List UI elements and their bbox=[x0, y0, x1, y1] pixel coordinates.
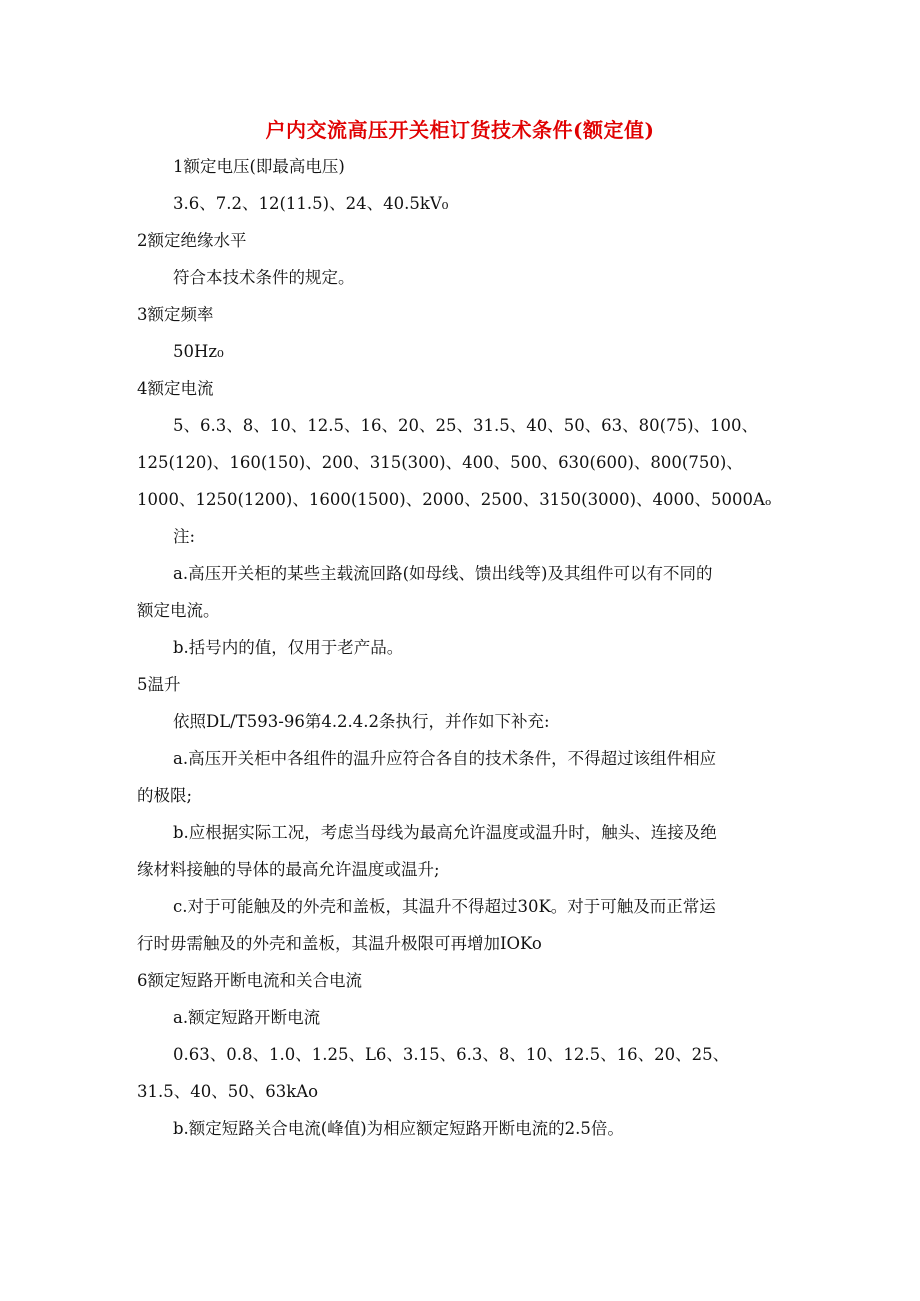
text-line: 的极限; bbox=[137, 786, 193, 805]
text-line: 0.63、0.8、1.0、1.25、L6、3.15、6.3、8、10、12.5、16、20、25、 bbox=[173, 1045, 730, 1064]
text-line: 注: bbox=[173, 527, 196, 546]
text-line: 行时毋需触及的外壳和盖板，其温升极限可再增加IOKo bbox=[137, 934, 542, 953]
text-line: a.额定短路开断电流 bbox=[173, 1008, 321, 1027]
text-line: 缘材料接触的导体的最高允许温度或温升; bbox=[137, 860, 440, 879]
text-line: 125(120)、160(150)、200、315(300)、400、500、630(600)、800(750)、 bbox=[137, 453, 743, 472]
text-line: 额定电流。 bbox=[137, 601, 220, 620]
text-line: 31.5、40、50、63kAo bbox=[137, 1082, 319, 1101]
text-line: 符合本技术条件的规定。 bbox=[173, 268, 355, 287]
text-line: 4额定电流 bbox=[137, 379, 214, 398]
text-line: 50Hz₀ bbox=[173, 342, 224, 361]
text-line: a.高压开关柜中各组件的温升应符合各自的技术条件，不得超过该组件相应 bbox=[173, 749, 717, 768]
text-line: b.括号内的值，仅用于老产品。 bbox=[173, 638, 404, 657]
text-line: 2额定绝缘水平 bbox=[137, 231, 247, 250]
text-line: 5温升 bbox=[137, 675, 181, 694]
text-line: b.应根据实际工况，考虑当母线为最高允许温度或温升时，触头、连接及绝 bbox=[173, 823, 717, 842]
document-title: 户内交流高压开关柜订货技术条件(额定值) bbox=[265, 118, 655, 142]
text-line: a.高压开关柜的某些主载流回路(如母线、馈出线等)及其组件可以有不同的 bbox=[173, 564, 713, 583]
text-line: 1额定电压(即最高电压) bbox=[173, 157, 345, 176]
text-line: c.对于可能触及的外壳和盖板，其温升不得超过30K。对于可触及而正常运 bbox=[173, 897, 716, 916]
document-body bbox=[137, 152, 787, 1151]
text-line: 6额定短路开断电流和关合电流 bbox=[137, 971, 362, 990]
text-line: 依照DL/T593-96第4.2.4.2条执行，并作如下补充: bbox=[173, 712, 550, 731]
text-line: 5、6.3、8、10、12.5、16、20、25、31.5、40、50、63、80(75)、100、 bbox=[173, 416, 759, 435]
text-line: 3.6、7.2、12(11.5)、24、40.5kV₀ bbox=[173, 194, 449, 213]
text-line: b.额定短路关合电流(峰值)为相应额定短路开断电流的2.5倍。 bbox=[173, 1119, 624, 1138]
text-line: 3额定频率 bbox=[137, 305, 214, 324]
text-line: 1000、1250(1200)、1600(1500)、2000、2500、3150(3000)、4000、5000Aₒ bbox=[137, 490, 772, 509]
